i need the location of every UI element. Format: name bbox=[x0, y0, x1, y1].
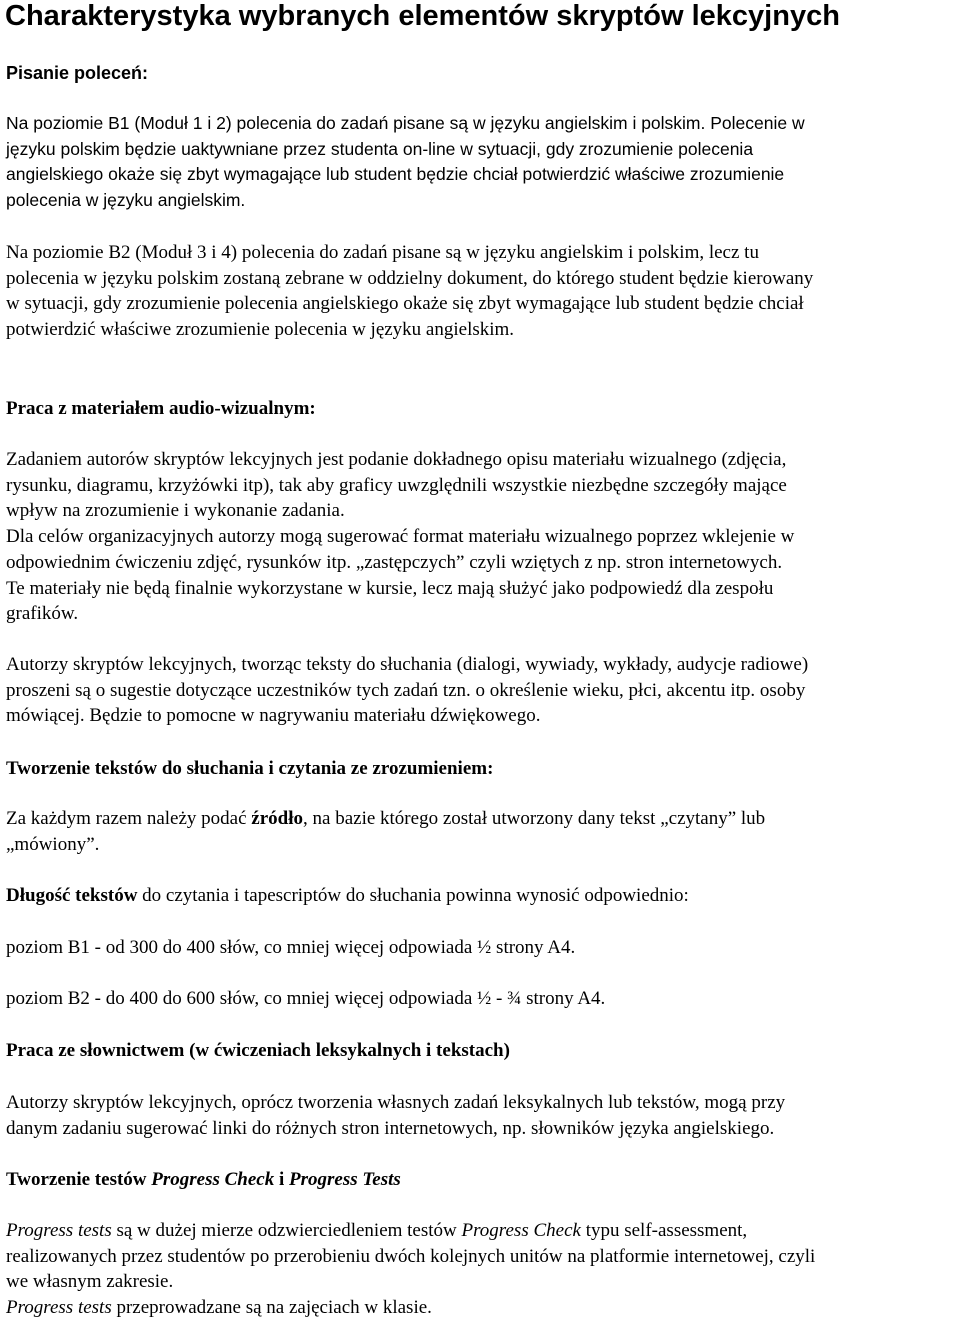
heading-writing: Pisanie poleceń: bbox=[6, 63, 149, 83]
text-italic: Progress Check bbox=[151, 1169, 275, 1190]
text-line: angielskiego okaże się zbyt wymagające lub student będzie chciał potwierdzić właściwe zrozumienie bbox=[6, 164, 785, 185]
text-bold: Długość tekstów bbox=[6, 885, 138, 906]
text-line: Dla celów organizacyjnych autorzy mogą sugerować format materiału wizualnego poprzez wklejenie w bbox=[6, 526, 795, 548]
text-line: Na poziomie B1 (Moduł 1 i 2) polecenia do zadań pisane są w języku angielskim i polskim. Polecenie w bbox=[6, 113, 805, 133]
paragraph-level-b1: poziom B1 - od 300 do 400 słów, co mniej więcej odpowiada ½ strony A4. bbox=[6, 937, 576, 958]
text-line: danym zadaniu sugerować linki do różnych stron internetowych, np. słowników języka angielskiego. bbox=[6, 1117, 775, 1139]
text-run: typu self-assessment, bbox=[580, 1220, 748, 1241]
paragraph-length bbox=[6, 883, 956, 909]
paragraph-level-b2: poziom B2 - do 400 do 600 słów, co mniej więcej odpowiada ½ - ¾ strony A4. bbox=[6, 988, 606, 1009]
text-run: , na bazie którego został utworzony dany tekst „czytany” lub bbox=[303, 808, 766, 829]
text-line: polecenia w języku polskim zostaną zebrane w oddzielny dokument, do którego student będzie kierowany bbox=[6, 267, 814, 289]
text-line: we własnym zakresie. bbox=[6, 1271, 174, 1293]
text-line: Te materiały nie będą finalnie wykorzystane w kursie, lecz mają służyć jako podpowiedź dla zespołu bbox=[6, 577, 774, 599]
text-line: potwierdzić właściwe zrozumienie polecenia w języku angielskim. bbox=[6, 319, 515, 341]
heading-audiovisual: Praca z materiałem audio-wizualnym: bbox=[6, 398, 316, 419]
heading-tests bbox=[6, 1167, 956, 1193]
text-line: języku polskim będzie uaktywniane przez studenta on-line w sytuacji, gdy zrozumienie polecenia bbox=[6, 138, 754, 159]
text-run: i bbox=[274, 1169, 290, 1190]
paragraph-writing-b1 bbox=[6, 111, 956, 214]
text-line: „mówiony”. bbox=[6, 833, 100, 855]
text-line: realizowanych przez studentów po przerobieniu dwóch kolejnych unitów na platformie internetowej, czyli bbox=[6, 1245, 816, 1267]
text-line bbox=[6, 1295, 956, 1321]
paragraph-audiovisual-listening bbox=[6, 652, 956, 729]
text-run: do czytania i tapescriptów do słuchania powinna wynosić odpowiednio: bbox=[137, 885, 689, 906]
text-line: Autorzy skryptów lekcyjnych, tworząc teksty do słuchania (dialogi, wywiady, wykłady, audycje radiowe) bbox=[6, 654, 809, 675]
text-run: przeprowadzane są na zajęciach w klasie. bbox=[111, 1297, 432, 1319]
paragraph-audiovisual-description bbox=[6, 447, 956, 627]
page-title: Charakterystyka wybranych elementów skryptów lekcyjnych bbox=[5, 0, 840, 32]
text-line: proszeni są o sugestie dotyczące uczestników tych zadań tzn. o określenie wieku, płci, akcentu itp. osoby bbox=[6, 679, 806, 701]
text-line bbox=[6, 883, 956, 909]
text-run: Tworzenie testów bbox=[6, 1169, 152, 1190]
heading-texts: Tworzenie tekstów do słuchania i czytania ze zrozumieniem: bbox=[6, 758, 494, 779]
text-run: Za każdym razem należy podać bbox=[6, 808, 252, 829]
text-italic: Progress tests bbox=[6, 1297, 112, 1319]
text-line: Zadaniem autorów skryptów lekcyjnych jest podanie dokładnego opisu materiału wizualnego (zdjęcia, bbox=[6, 449, 787, 470]
text-line: Autorzy skryptów lekcyjnych, oprócz tworzenia własnych zadań leksykalnych lub tekstów, mogą przy bbox=[6, 1092, 786, 1113]
paragraph-writing-b2 bbox=[6, 240, 956, 343]
text-line: wpływ na zrozumienie i wykonanie zadania. bbox=[6, 500, 345, 522]
text-line: mówiącej. Będzie to pomocne w nagrywaniu materiału dźwiękowego. bbox=[6, 705, 541, 727]
text-run: są w dużej mierze odzwierciedleniem testów bbox=[111, 1220, 462, 1241]
paragraph-vocabulary bbox=[6, 1090, 956, 1141]
text-line bbox=[6, 1218, 956, 1244]
text-line: polecenia w języku angielskim. bbox=[6, 190, 246, 211]
paragraph-tests bbox=[6, 1218, 956, 1321]
text-italic: Progress Tests bbox=[289, 1169, 401, 1190]
text-line: rysunku, diagramu, krzyżówki itp), tak aby graficy uwzględnili wszystkie niezbędne szczegóły mające bbox=[6, 474, 787, 496]
text-italic: Progress tests bbox=[6, 1220, 112, 1241]
text-italic: Progress Check bbox=[461, 1220, 581, 1241]
text-line: Na poziomie B2 (Moduł 3 i 4) polecenia do zadań pisane są w języku angielskim i polskim, lecz tu bbox=[6, 242, 759, 263]
text-bold: źródło bbox=[251, 808, 304, 829]
text-line: grafików. bbox=[6, 603, 79, 625]
text-line bbox=[6, 806, 956, 832]
paragraph-source bbox=[6, 806, 956, 857]
text-line: odpowiednim ćwiczeniu zdjęć, rysunków itp. „zastępczych” czyli wziętych z np. stron internetowych. bbox=[6, 551, 783, 573]
text-line: w sytuacji, gdy zrozumienie polecenia angielskiego okaże się zbyt wymagające lub student będzie chciał bbox=[6, 293, 804, 315]
heading-vocabulary: Praca ze słownictwem (w ćwiczeniach leksykalnych i tekstach) bbox=[6, 1040, 510, 1061]
